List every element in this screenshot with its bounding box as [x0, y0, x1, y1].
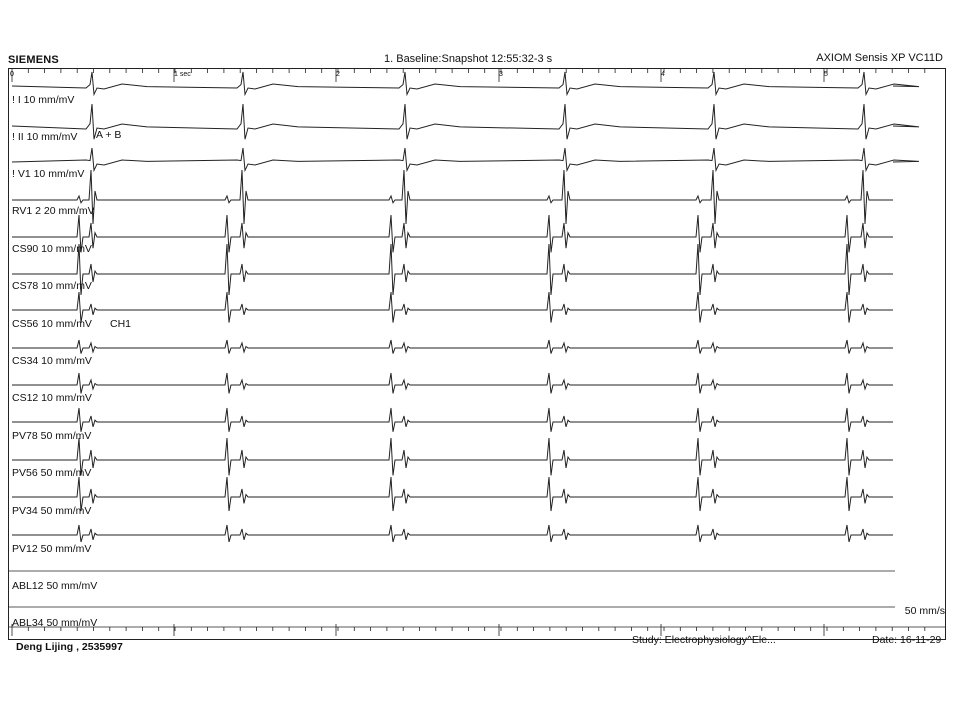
annotation-ch1: CH1 [110, 318, 132, 330]
channel-label-rv12: RV1 2 20 mm/mV [12, 205, 95, 217]
recording-frame [8, 68, 946, 640]
channel-label-i: ! I 10 mm/mV [12, 94, 75, 106]
paper-speed: 50 mm/s [904, 605, 945, 617]
system-name: AXIOM Sensis XP VC11D [816, 52, 943, 64]
patient-name: Deng Lijing , 2535997 [16, 641, 123, 653]
time-tick-0: 0 [10, 71, 14, 78]
snapshot-title: 1. Baseline:Snapshot 12:55:32-3 s [384, 53, 553, 65]
brand-logo: SIEMENS [8, 54, 59, 66]
channel-label-cs34: CS34 10 mm/mV [12, 355, 92, 367]
channel-label-cs78: CS78 10 mm/mV [12, 280, 92, 292]
study-date: Date: 16-11-29 [872, 634, 942, 646]
time-tick-1: 1 sec [174, 71, 191, 78]
time-tick-4: 4 [661, 71, 665, 78]
channel-label-cs56: CS56 10 mm/mV [12, 318, 92, 330]
channel-label-ii: ! II 10 mm/mV [12, 131, 78, 143]
channel-label-pv12: PV12 50 mm/mV [12, 543, 92, 555]
channel-label-abl34: ABL34 50 mm/mV [12, 617, 98, 629]
channel-label-cs90: CS90 10 mm/mV [12, 243, 92, 255]
channel-label-pv34: PV34 50 mm/mV [12, 505, 92, 517]
channel-label-pv56: PV56 50 mm/mV [12, 467, 92, 479]
channel-label-cs12: CS12 10 mm/mV [12, 392, 92, 404]
channel-label-v1: ! V1 10 mm/mV [12, 168, 85, 180]
channel-label-pv78: PV78 50 mm/mV [12, 430, 92, 442]
time-tick-3: 3 [499, 71, 503, 78]
study-name: Study: Electrophysiology^Ele... [632, 634, 776, 646]
annotation-ab: A + B [96, 129, 122, 141]
time-tick-2: 2 [336, 71, 340, 78]
channel-label-abl12: ABL12 50 mm/mV [12, 580, 98, 592]
time-tick-5: 5 [824, 71, 828, 78]
